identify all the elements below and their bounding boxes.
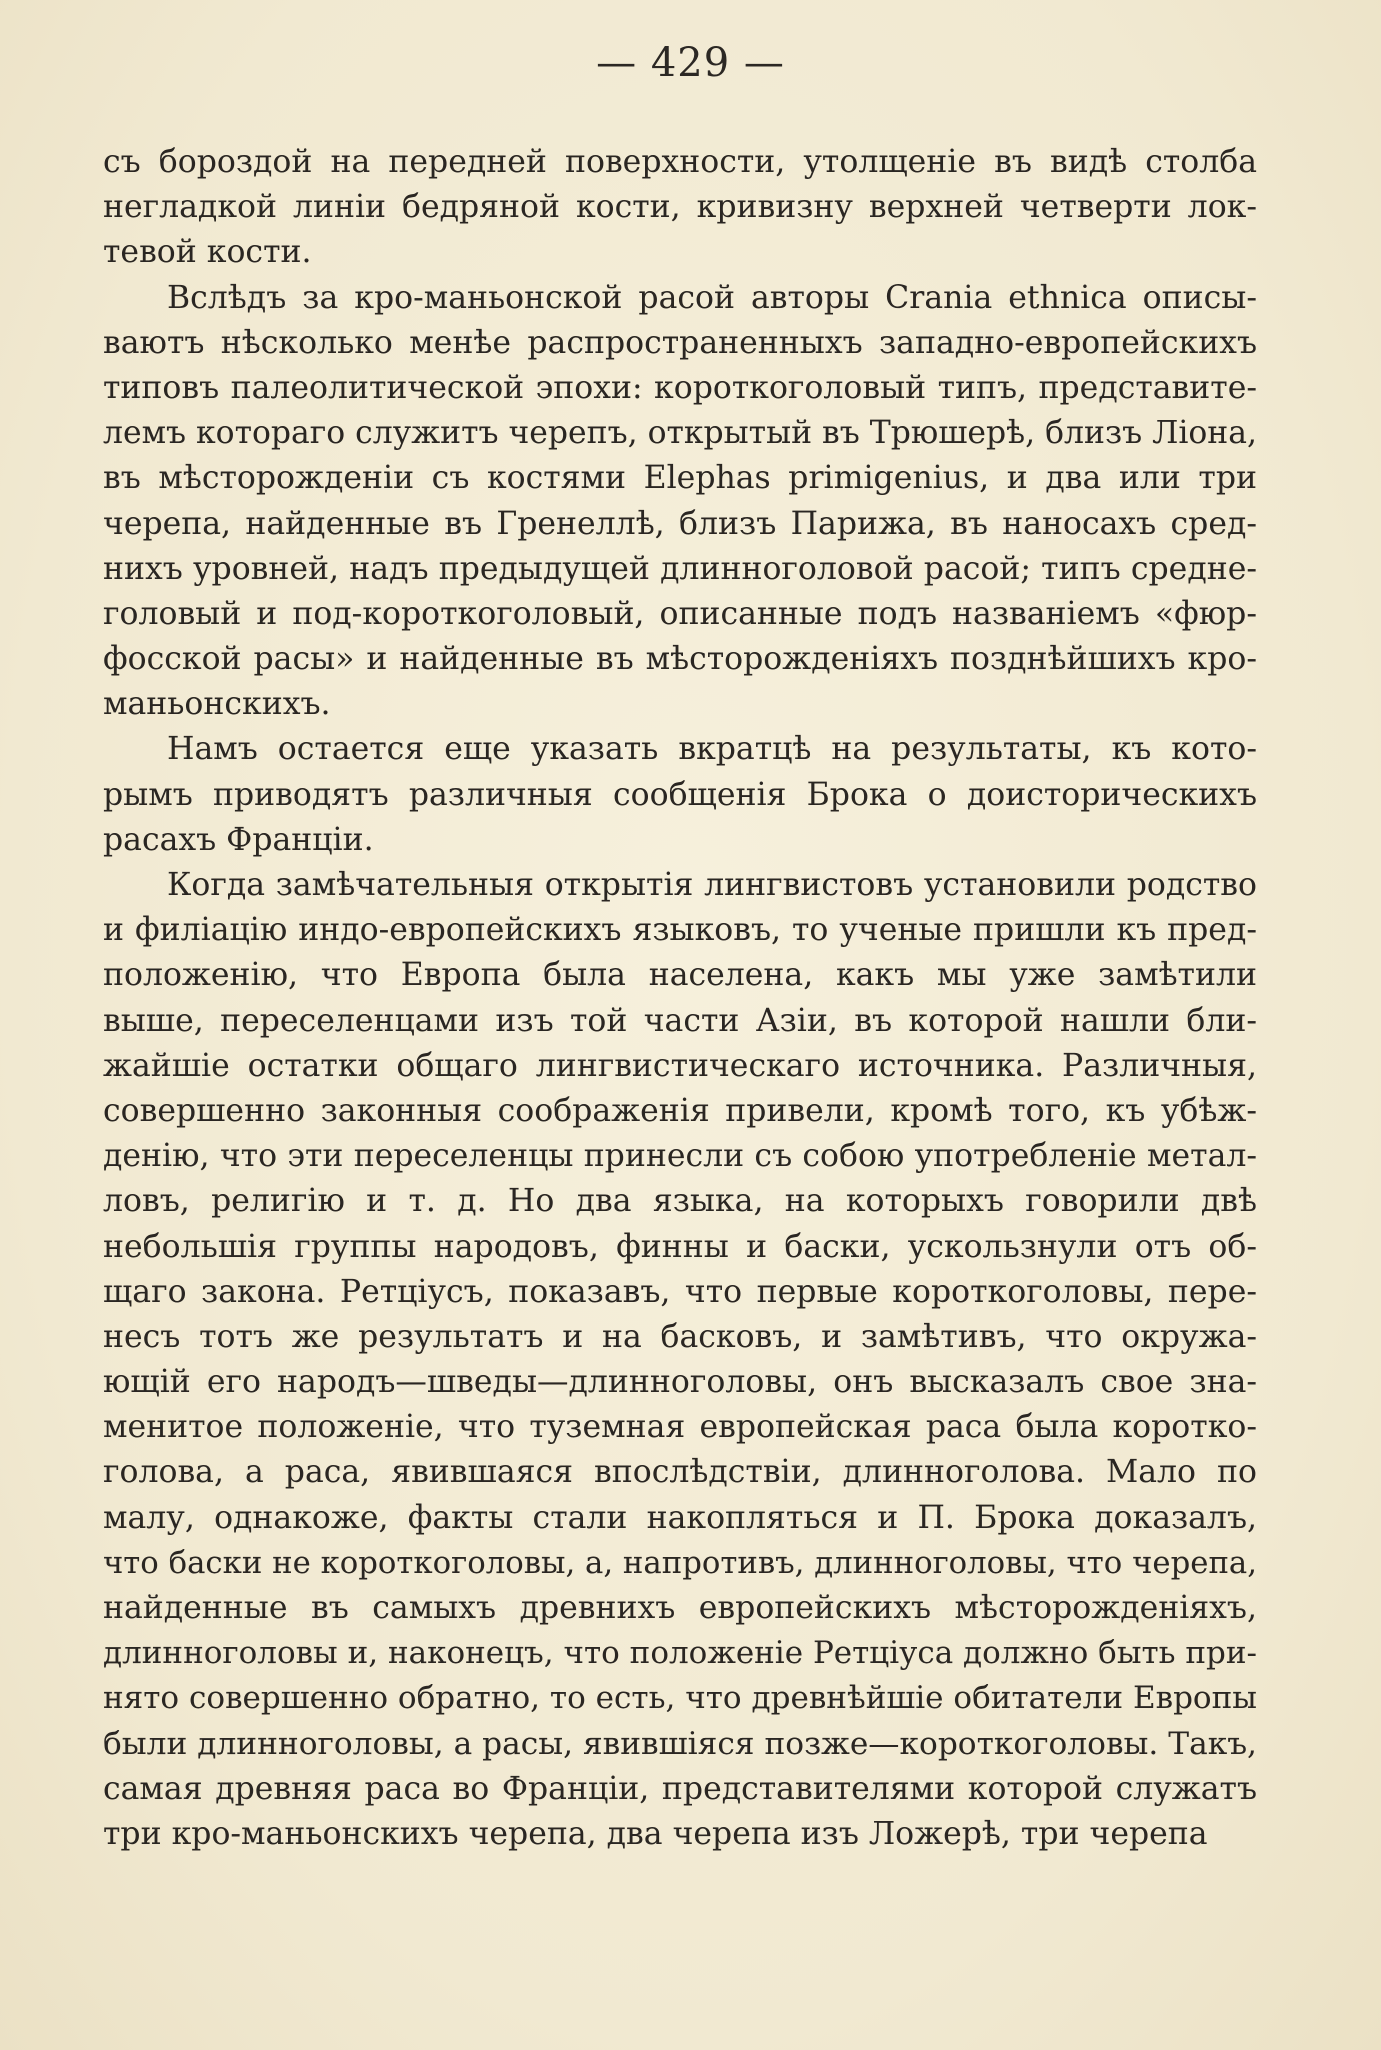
text-line: нихъ уровней, надъ предыдущей длинноголовой расой; типъ средне- (103, 550, 1257, 587)
text-line: головый и под-короткоголовый, описанные подъ названіемъ «фюр- (103, 595, 1257, 632)
text-line: тевой кости. (103, 234, 312, 271)
text-line: щаго закона. Ретціусъ, показавъ, что первые короткоголовы, пере- (103, 1273, 1257, 1310)
text-line: малу, однакоже, факты стали накопляться и П. Брока доказалъ, (103, 1499, 1257, 1536)
text-line: типовъ палеолитической эпохи: короткоголовый типъ, представите- (103, 369, 1257, 406)
text-line: въ мѣсторожденіи съ костями Elephas primigenius, и два или три (103, 460, 1257, 497)
body-text (103, 140, 1257, 1857)
text-line: рымъ приводятъ различныя сообщенія Брока о доисторическихъ (103, 776, 1257, 813)
text-line: несъ тотъ же результатъ и на басковъ, и замѣтивъ, что окружа- (103, 1318, 1257, 1355)
paragraph (103, 276, 1257, 728)
text-line: нято совершенно обратно, то есть, что древнѣйшіе обитатели Европы (103, 1680, 1257, 1717)
text-line: расахъ Франціи. (103, 821, 374, 858)
page-number: — 429 — (596, 40, 785, 86)
text-line: три кро-маньонскихъ черепа, два черепа изъ Ложерѣ, три черепа (103, 1815, 1208, 1852)
text-line: денію, что эти переселенцы принесли съ собою употребленіе метал- (103, 1138, 1257, 1175)
text-line: Намъ остается еще указать вкратцѣ на результаты, къ кото- (167, 731, 1257, 768)
text-line: небольшія группы народовъ, финны и баски, ускользнули отъ об- (103, 1228, 1257, 1265)
text-line: Когда замѣчательныя открытія лингвистовъ установили родство (167, 867, 1257, 903)
text-line: маньонскихъ. (103, 686, 331, 723)
text-line: лемъ котораго служитъ черепъ, открытый въ Трюшерѣ, близъ Ліона, (103, 415, 1257, 452)
text-line: самая древняя раса во Франціи, представителями которой служатъ (103, 1770, 1257, 1807)
paragraph (103, 863, 1257, 1857)
text-line: негладкой линіи бедряной кости, кривизну верхней четверти лок- (103, 189, 1257, 226)
text-line: съ бороздой на передней поверхности, утолщеніе въ видѣ столба (103, 144, 1257, 180)
text-line: положенію, что Европа была населена, какъ мы уже замѣтили (103, 957, 1257, 994)
text-line: и филіацію индо-европейскихъ языковъ, то ученые пришли къ пред- (103, 912, 1257, 949)
text-line: менитое положеніе, что туземная европейская раса была коротко- (103, 1409, 1257, 1446)
text-line: длинноголовы и, наконецъ, что положеніе Ретціуса должно быть при- (103, 1635, 1257, 1672)
text-line: выше, переселенцами изъ той части Азіи, въ которой нашли бли- (103, 1002, 1257, 1039)
text-line: ющій его народъ—шведы—длинноголовы, онъ высказалъ свое зна- (103, 1364, 1257, 1401)
text-line: голова, а раса, явившаяся впослѣдствіи, длинноголова. Мало по (103, 1454, 1257, 1491)
paragraph (103, 140, 1257, 276)
text-line: ловъ, религію и т. д. Но два языка, на которыхъ говорили двѣ (103, 1183, 1257, 1220)
text-line: совершенно законныя соображенія привели, кромѣ того, къ убѣж- (103, 1092, 1257, 1129)
text-line: фосской расы» и найденные въ мѣсторожденіяхъ позднѣйшихъ кро- (103, 641, 1257, 678)
text-line: что баски не короткоголовы, а, напротивъ, длинноголовы, что черепа, (103, 1544, 1257, 1581)
text-line: найденные въ самыхъ древнихъ европейскихъ мѣсторожденіяхъ, (103, 1590, 1257, 1626)
text-line: ваютъ нѣсколько менѣе распространенныхъ западно-европейскихъ (103, 324, 1257, 361)
text-line: жайшіе остатки общаго лингвистическаго источника. Различныя, (103, 1047, 1257, 1084)
paragraph (103, 727, 1257, 863)
text-line: Вслѣдъ за кро-маньонской расой авторы Crania ethnica описы- (167, 279, 1257, 316)
text-line: черепа, найденные въ Гренеллѣ, близъ Парижа, въ наносахъ сред- (103, 505, 1257, 542)
text-line: были длинноголовы, а расы, явившіяся позже—короткоголовы. Такъ, (103, 1725, 1257, 1762)
